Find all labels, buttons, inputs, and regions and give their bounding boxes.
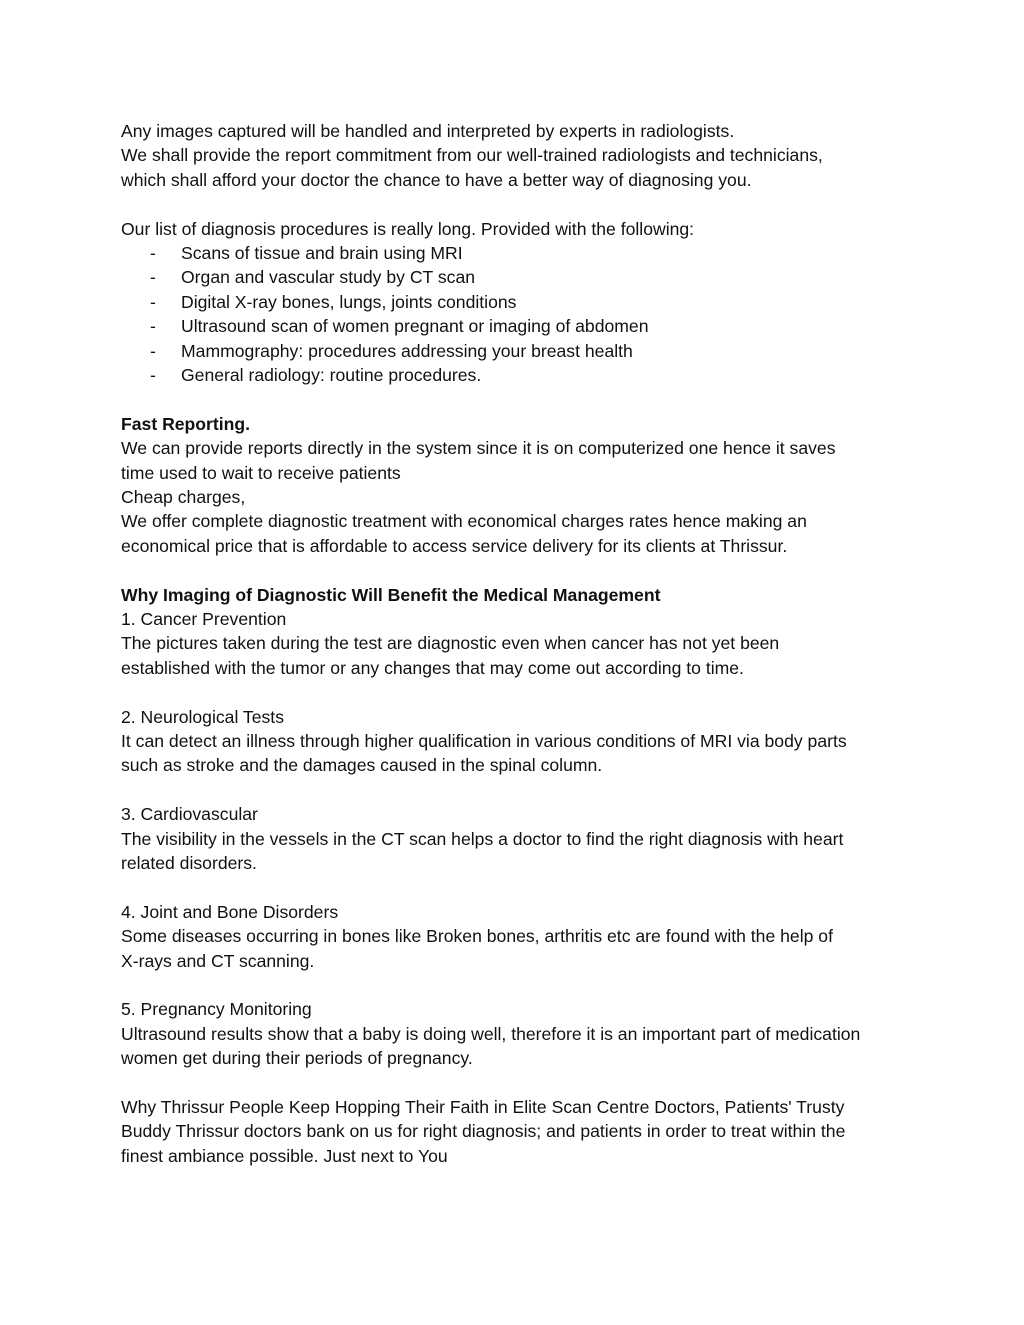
list-bullet: -	[150, 267, 156, 288]
body-line: We can provide reports directly in the system since it is on computerized one hence it saves	[121, 438, 836, 459]
body-line: Ultrasound results show that a baby is doing well, therefore it is an important part of medication	[121, 1023, 861, 1044]
list-bullet: -	[150, 291, 156, 312]
list-bullet: -	[150, 340, 156, 361]
body-line: It can detect an illness through higher qualification in various conditions of MRI via body parts	[121, 731, 847, 751]
paragraph-spacer	[121, 558, 911, 582]
subheading: Cheap charges,	[121, 486, 246, 507]
list-item-text: Digital X-ray bones, lungs, joints conditions	[181, 291, 517, 312]
list-bullet: -	[150, 243, 156, 264]
list-bullet: -	[150, 316, 156, 337]
procedures-intro: Our list of diagnosis procedures is really long. Provided with the following:	[121, 218, 695, 239]
procedures-section	[121, 217, 911, 388]
body-line: related disorders.	[121, 853, 257, 874]
body-line: Why Thrissur People Keep Hopping Their Faith in Elite Scan Centre Doctors, Patients' Trusty	[121, 1097, 845, 1118]
body-line: finest ambiance possible. Just next to You	[121, 1145, 448, 1166]
paragraph-spacer	[121, 387, 911, 411]
benefit-item	[121, 997, 911, 1070]
body-line: established with the tumor or any changes that may come out according to time.	[121, 657, 744, 678]
benefit-title: 1. Cancer Prevention	[121, 608, 287, 629]
intro-line: We shall provide the report commitment from our well-trained radiologists and technicians,	[121, 145, 823, 166]
paragraph-spacer	[121, 1071, 911, 1095]
closing-paragraph	[121, 1095, 911, 1168]
paragraph-spacer	[121, 778, 911, 802]
paragraph-spacer	[121, 680, 911, 704]
benefit-title: 2. Neurological Tests	[121, 706, 284, 727]
list-item-text: Organ and vascular study by CT scan	[181, 267, 476, 288]
list-item-text: Mammography: procedures addressing your breast health	[181, 340, 633, 361]
list-item-text: Scans of tissue and brain using MRI	[181, 243, 463, 264]
list-bullet: -	[150, 364, 156, 385]
body-line: We offer complete diagnostic treatment with economical charges rates hence making an	[121, 511, 807, 532]
list-item	[121, 241, 911, 265]
list-item	[121, 339, 911, 363]
body-line: women get during their periods of pregnancy.	[121, 1048, 473, 1069]
list-item	[121, 314, 911, 338]
paragraph-spacer	[121, 192, 911, 216]
benefit-title: 3. Cardiovascular	[121, 804, 258, 825]
list-item	[121, 363, 911, 387]
body-line: X-rays and CT scanning.	[121, 950, 315, 971]
body-line: The visibility in the vessels in the CT scan helps a doctor to find the right diagnosis with heart	[121, 828, 844, 849]
intro-line: which shall afford your doctor the chance to have a better way of diagnosing you.	[121, 169, 752, 190]
list-item	[121, 290, 911, 314]
benefits-section	[121, 583, 911, 1071]
procedures-list	[121, 241, 911, 387]
body-line: Some diseases occurring in bones like Broken bones, arthritis etc are found with the help of	[121, 926, 833, 947]
list-item	[121, 265, 911, 289]
body-line: economical price that is affordable to access service delivery for its clients at Thrissur.	[121, 535, 788, 556]
body-line: time used to wait to receive patients	[121, 462, 401, 483]
intro-line: Any images captured will be handled and interpreted by experts in radiologists.	[121, 121, 735, 141]
body-line: Buddy Thrissur doctors bank on us for right diagnosis; and patients in order to treat within the	[121, 1121, 846, 1142]
document-page	[121, 119, 911, 1168]
intro-paragraph	[121, 119, 911, 192]
benefit-item	[121, 802, 911, 875]
benefit-title: 4. Joint and Bone Disorders	[121, 901, 339, 922]
section-heading: Fast Reporting.	[121, 413, 251, 434]
body-line: The pictures taken during the test are diagnostic even when cancer has not yet been	[121, 633, 780, 654]
list-item-text: Ultrasound scan of women pregnant or imaging of abdomen	[181, 316, 649, 337]
benefit-title: 5. Pregnancy Monitoring	[121, 999, 312, 1020]
section-heading: Why Imaging of Diagnostic Will Benefit the Medical Management	[121, 584, 661, 605]
list-item-text: General radiology: routine procedures.	[181, 364, 482, 385]
benefit-item	[121, 607, 911, 680]
benefit-item	[121, 900, 911, 973]
body-line: such as stroke and the damages caused in the spinal column.	[121, 755, 603, 776]
benefit-item	[121, 705, 911, 778]
paragraph-spacer	[121, 973, 911, 997]
paragraph-spacer	[121, 875, 911, 899]
fast-reporting-section	[121, 412, 911, 558]
